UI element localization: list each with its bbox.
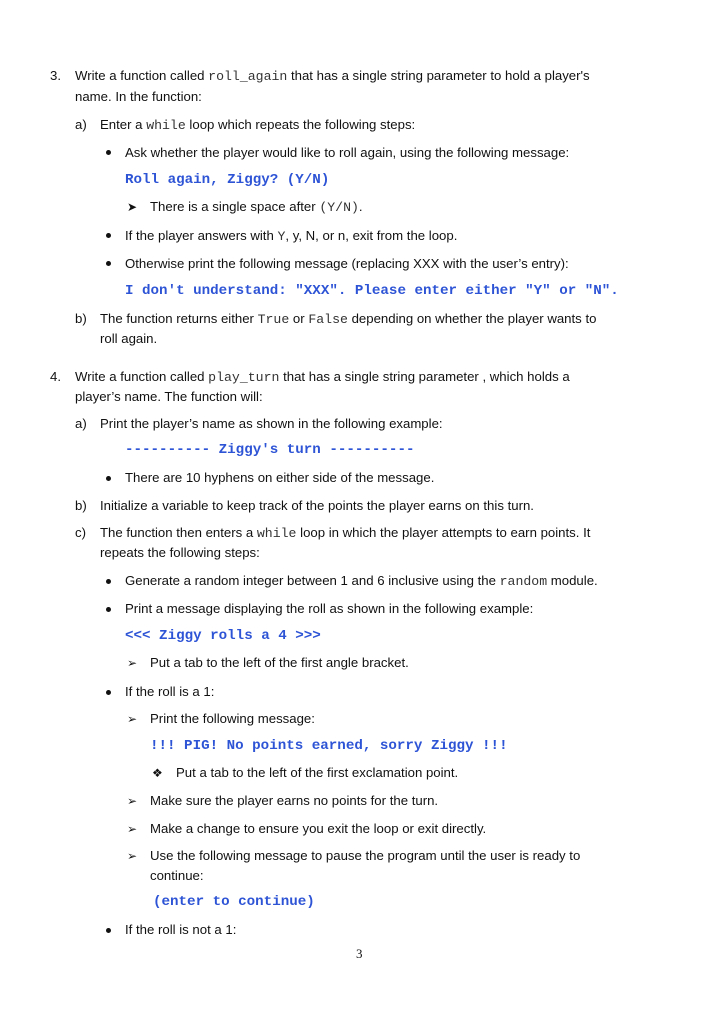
item-4c-arrow-5-cont: continue: — [150, 868, 204, 883]
item-4a-label: a) — [75, 416, 87, 431]
code-pig-message: !!! PIG! No points earned, sorry Ziggy !!! — [150, 738, 508, 754]
page-number: 3 — [356, 946, 363, 961]
item-4c-bullet-1: Generate a random integer between 1 and 6 inclusive using the random module. — [125, 573, 598, 589]
item-3b-text: The function returns either True or False depending on whether the player wants to — [100, 311, 597, 327]
item-4c-label: c) — [75, 525, 86, 540]
item-4c-bullet-3: If the roll is a 1: — [125, 684, 215, 699]
code-roll-again: Roll again, Ziggy? (Y/N) — [125, 172, 330, 188]
bullet — [106, 233, 111, 238]
arrow-bullet-icon: ➢ — [127, 849, 138, 863]
bullet — [106, 579, 111, 584]
bullet — [106, 690, 111, 695]
arrow-bullet-icon: ➢ — [127, 656, 138, 670]
item-4c-arrow-1: Put a tab to the left of the first angle bracket. — [150, 655, 409, 670]
bullet — [106, 476, 111, 481]
item-4c-arrow-2: Print the following message: — [150, 711, 315, 726]
item-3a-bullet-3: Otherwise print the following message (replacing XXX with the user’s entry): — [125, 256, 569, 271]
diamond-bullet-icon: ❖ — [152, 766, 163, 780]
code-enter-to-continue: (enter to continue) — [153, 894, 315, 910]
item-3b-label: b) — [75, 311, 87, 326]
code-ziggy-rolls: <<< Ziggy rolls a 4 >>> — [125, 628, 321, 644]
item-4c-text: The function then enters a while loop in which the player attempts to earn points. It — [100, 525, 591, 541]
item-3-number: 3. — [50, 68, 61, 83]
arrow-bullet-icon: ➢ — [127, 794, 138, 808]
item-3-line-1: Write a function called roll_again that has a single string parameter to hold a player's — [75, 68, 590, 84]
item-4c-bullet-4: If the roll is not a 1: — [125, 922, 237, 937]
arrow-bullet-icon: ➢ — [127, 822, 138, 836]
item-4c-text-2: repeats the following steps: — [100, 545, 260, 560]
arrow-bullet-icon: ➢ — [127, 712, 138, 726]
item-3a-label: a) — [75, 117, 87, 132]
code-ziggys-turn: ---------- Ziggy's turn ---------- — [125, 442, 415, 458]
item-4b-text: Initialize a variable to keep track of the points the player earns on this turn. — [100, 498, 534, 513]
item-3a-arrow-1: There is a single space after (Y/N). — [150, 199, 363, 215]
item-4-line-1: Write a function called play_turn that has a single string parameter , which holds a — [75, 369, 570, 385]
code-dont-understand: I don't understand: "XXX". Please enter either "Y" or "N". — [125, 283, 619, 299]
item-4c-arrow-5: Use the following message to pause the program until the user is ready to — [150, 848, 581, 863]
item-4b-label: b) — [75, 498, 87, 513]
item-4c-bullet-2: Print a message displaying the roll as shown in the following example: — [125, 601, 534, 616]
item-4a-bullet-1: There are 10 hyphens on either side of the message. — [125, 470, 435, 485]
bullet — [106, 928, 111, 933]
bullet — [106, 261, 111, 266]
item-3a-text: Enter a while loop which repeats the following steps: — [100, 117, 416, 133]
bullet — [106, 607, 111, 612]
item-4c-diamond-1: Put a tab to the left of the first exclamation point. — [176, 765, 459, 780]
item-4c-arrow-4: Make a change to ensure you exit the loop or exit directly. — [150, 821, 487, 836]
bullet — [106, 150, 111, 155]
item-3a-bullet-2: If the player answers with Y, y, N, or n, exit from the loop. — [125, 228, 458, 244]
item-3b-text-2: roll again. — [100, 331, 158, 346]
item-3-line-2: name. In the function: — [75, 89, 202, 104]
item-4-number: 4. — [50, 369, 61, 384]
arrow-bullet-icon: ➤ — [127, 200, 138, 214]
item-4c-arrow-3: Make sure the player earns no points for the turn. — [150, 793, 439, 808]
item-4-line-2: player’s name. The function will: — [75, 389, 263, 404]
item-4a-text: Print the player’s name as shown in the following example: — [100, 416, 443, 431]
item-3a-bullet-1: Ask whether the player would like to roll again, using the following message: — [125, 145, 570, 160]
